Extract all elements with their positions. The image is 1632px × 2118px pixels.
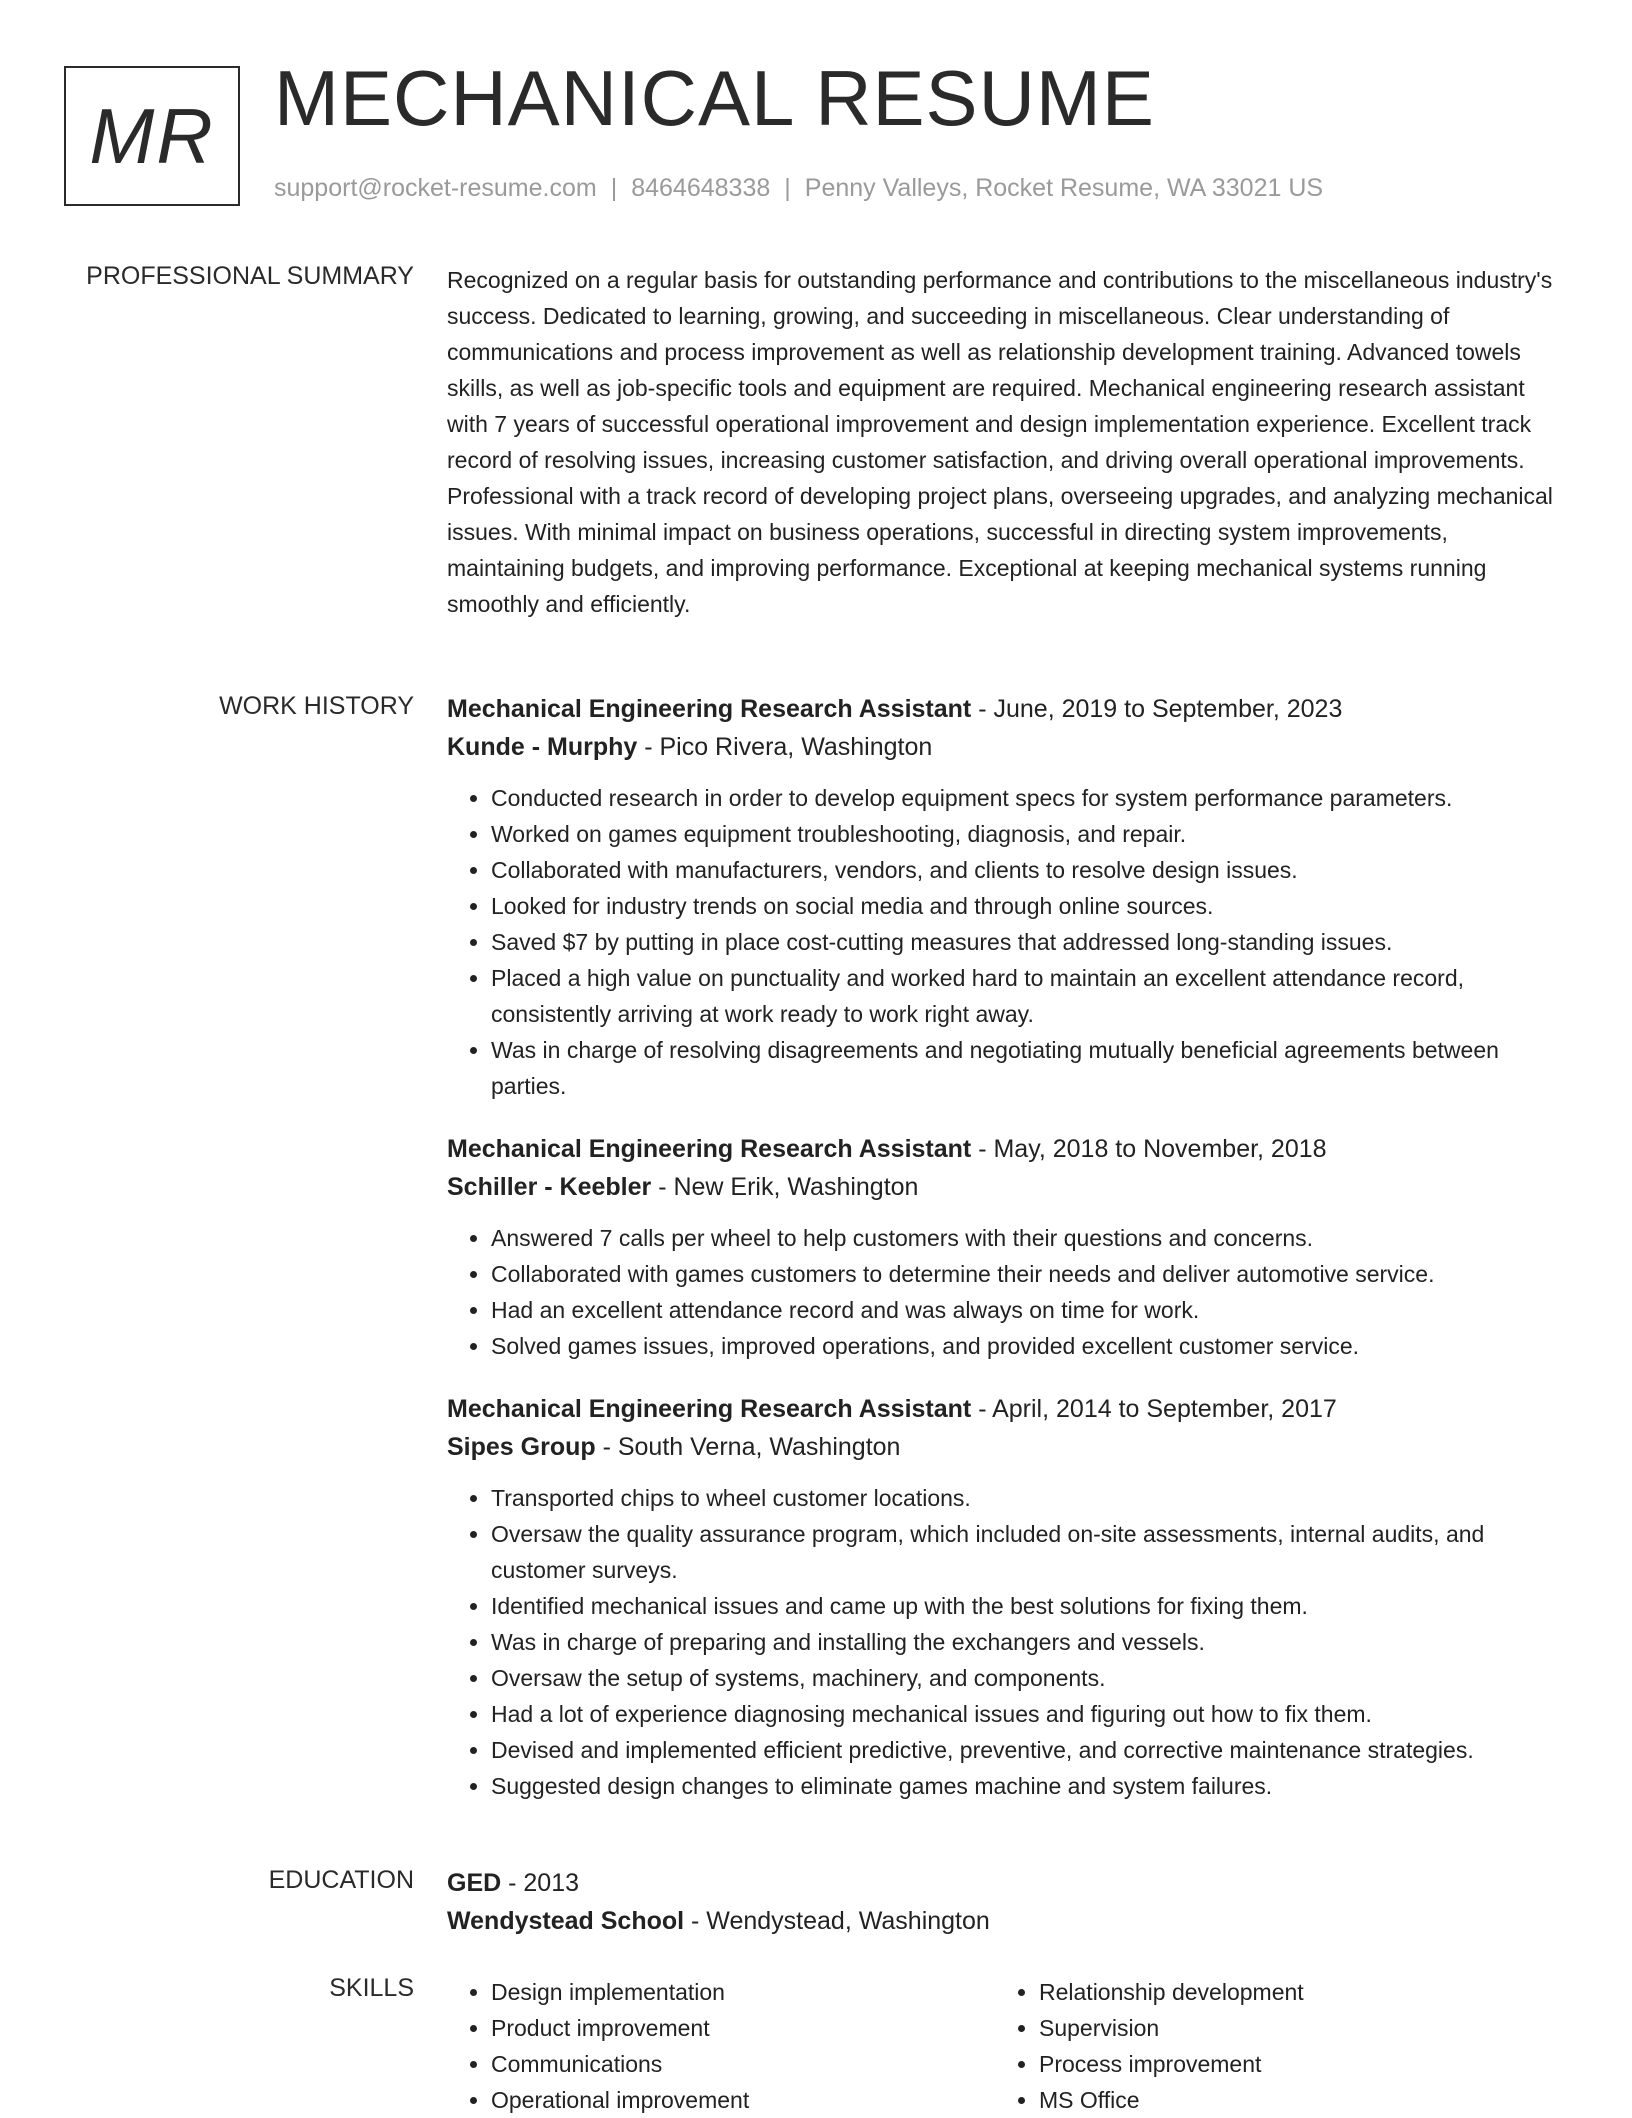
job-company-line <box>447 1168 1562 1206</box>
education-body <box>447 1864 1562 1940</box>
job-company: Sipes Group <box>447 1433 596 1461</box>
job-bullet: • Had an excellent attendance record and was always on time for work. <box>491 1292 1562 1328</box>
job-dates: - June, 2019 to September, 2023 <box>971 695 1343 723</box>
job-dates: - May, 2018 to November, 2018 <box>971 1135 1327 1163</box>
skills-column-right <box>995 1974 1543 2118</box>
monogram-badge <box>64 66 240 206</box>
section-heading-summary: PROFESSIONAL SUMMARY <box>86 262 414 290</box>
job-title-line <box>447 1390 1562 1428</box>
contact-address: Penny Valleys, Rocket Resume, WA 33021 US <box>804 174 1324 202</box>
monogram-text: MR <box>89 91 215 180</box>
job-title: Mechanical Engineering Research Assistant <box>447 1395 972 1423</box>
job-bullets <box>447 780 1562 1104</box>
skill-item: • Relationship development <box>1039 1974 1543 2010</box>
job-bullet: • Oversaw the quality assurance program, which included on-site assessments, internal audits, and customer surveys. <box>491 1516 1562 1588</box>
contact-email[interactable]: support@rocket-resume.com <box>274 174 597 202</box>
skill-item: • Process improvement <box>1039 2046 1543 2082</box>
education-year: - 2013 <box>501 1869 580 1897</box>
job-bullet: • Collaborated with manufacturers, vendors, and clients to resolve design issues. <box>491 852 1562 888</box>
skill-item: • Operational improvement <box>491 2082 995 2118</box>
section-heading-skills: SKILLS <box>329 1974 414 2002</box>
job-title: Mechanical Engineering Research Assistant <box>447 1135 972 1163</box>
section-heading-education: EDUCATION <box>268 1866 414 1894</box>
education-degree-line <box>447 1864 1562 1902</box>
job-title-line <box>447 1130 1562 1168</box>
work-history-body <box>447 690 1562 1830</box>
job-entry <box>447 1130 1562 1364</box>
education-school: Wendystead School <box>447 1907 685 1935</box>
skill-item: • Supervision <box>1039 2010 1543 2046</box>
job-company: Schiller - Keebler <box>447 1173 652 1201</box>
skill-item: • Design implementation <box>491 1974 995 2010</box>
job-bullet: • Looked for industry trends on social media and through online sources. <box>491 888 1562 924</box>
job-company: Kunde - Murphy <box>447 733 638 761</box>
job-dates: - April, 2014 to September, 2017 <box>971 1395 1337 1423</box>
job-bullets <box>447 1480 1562 1804</box>
job-bullet: • Answered 7 calls per wheel to help customers with their questions and concerns. <box>491 1220 1562 1256</box>
job-bullets <box>447 1220 1562 1364</box>
job-bullet: • Identified mechanical issues and came up with the best solutions for fixing them. <box>491 1588 1562 1624</box>
contact-phone[interactable]: 8464648338 <box>631 174 771 202</box>
summary-text: Recognized on a regular basis for outstanding performance and contributions to the miscellaneous industry's success. Dedicated to learning, growing, and succeeding in miscellaneous. Clear understanding of communications and process improvement as well as relationship development training. Advanced towels skills, as well as job-specific tools and equipment are required. Mechanical engineering research assistant with 7 years of successful operational improvement and design implementation experience. Excellent track record of resolving issues, increasing customer satisfaction, and driving overall operational improvements. Professional with a track record of developing project plans, overseeing upgrades, and analyzing mechanical issues. With minimal impact on business operations, successful in directing system improvements, maintaining budgets, and improving performance. Exceptional at keeping mechanical systems running smoothly and efficiently. <box>447 267 1553 617</box>
section-heading-work-history: WORK HISTORY <box>219 692 414 720</box>
job-bullet: • Saved $7 by putting in place cost-cutting measures that addressed long-standing issues. <box>491 924 1562 960</box>
education-school-line <box>447 1902 1562 1940</box>
skills-list <box>447 1974 995 2118</box>
job-bullet: • Transported chips to wheel customer locations. <box>491 1480 1562 1516</box>
education-degree: GED <box>447 1869 502 1897</box>
job-bullet: • Had a lot of experience diagnosing mechanical issues and figuring out how to fix them. <box>491 1696 1562 1732</box>
job-bullet: • Collaborated with games customers to determine their needs and deliver automotive service. <box>491 1256 1562 1292</box>
education-location: - Wendystead, Washington <box>684 1907 990 1935</box>
job-location: - Pico Rivera, Washington <box>637 733 933 761</box>
skill-item: • Product improvement <box>491 2010 995 2046</box>
job-bullet: • Placed a high value on punctuality and worked hard to maintain an excellent attendance record, consistently arriving at work ready to work right away. <box>491 960 1562 1032</box>
job-bullet: • Suggested design changes to eliminate games machine and system failures. <box>491 1768 1562 1804</box>
summary-body <box>447 262 1562 622</box>
skills-column-left <box>447 1974 995 2118</box>
skills-body <box>447 1974 1562 2118</box>
job-entry <box>447 1390 1562 1804</box>
resume-name: MECHANICAL RESUME <box>274 54 1155 142</box>
contact-separator: | <box>610 174 618 202</box>
job-location: - South Verna, Washington <box>595 1433 901 1461</box>
job-bullet: • Was in charge of resolving disagreements and negotiating mutually beneficial agreements between parties. <box>491 1032 1562 1104</box>
job-bullet: • Oversaw the setup of systems, machinery, and components. <box>491 1660 1562 1696</box>
skills-list <box>995 1974 1543 2118</box>
contact-line <box>274 174 1323 203</box>
skills-grid <box>447 1974 1562 2118</box>
job-company-line <box>447 1428 1562 1466</box>
skill-item: • MS Office <box>1039 2082 1543 2118</box>
contact-separator: | <box>784 174 791 202</box>
job-entry <box>447 690 1562 1104</box>
job-company-line <box>447 728 1562 766</box>
job-location: - New Erik, Washington <box>651 1173 919 1201</box>
job-bullet: • Solved games issues, improved operations, and provided excellent customer service. <box>491 1328 1562 1364</box>
job-bullet: • Devised and implemented efficient predictive, preventive, and corrective maintenance strategies. <box>491 1732 1562 1768</box>
job-title: Mechanical Engineering Research Assistant <box>447 695 972 723</box>
job-bullet: • Worked on games equipment troubleshooting, diagnosis, and repair. <box>491 816 1562 852</box>
job-bullet: • Was in charge of preparing and installing the exchangers and vessels. <box>491 1624 1562 1660</box>
job-bullet: • Conducted research in order to develop equipment specs for system performance parameters. <box>491 780 1562 816</box>
skill-item: • Communications <box>491 2046 995 2082</box>
job-title-line <box>447 690 1562 728</box>
